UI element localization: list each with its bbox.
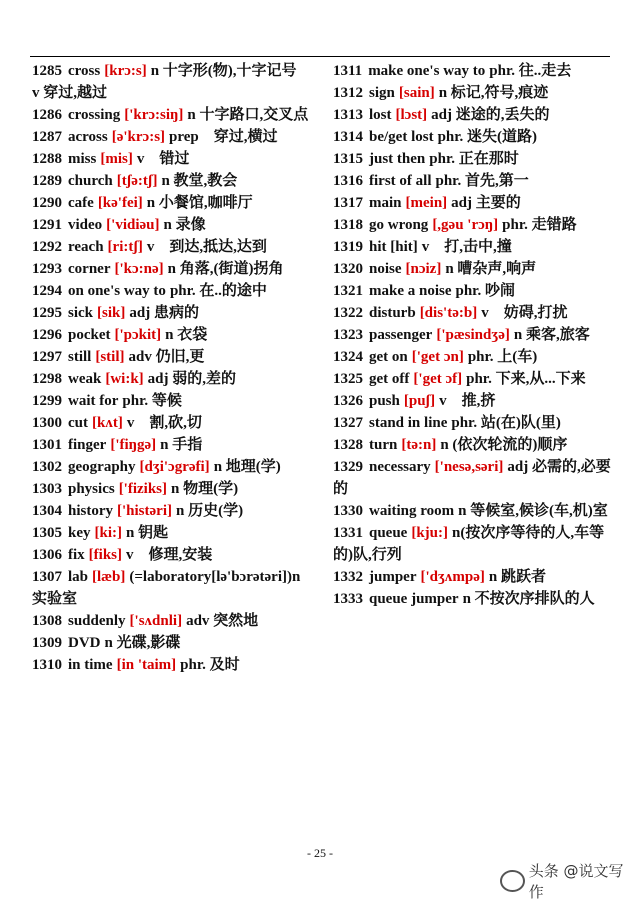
- vocab-entry: [333, 60, 617, 82]
- entry-phonetic: [puʃ]: [403, 393, 436, 409]
- entry-definition: n 手指: [160, 437, 203, 453]
- entry-number: 1304: [32, 503, 62, 519]
- entry-word: disturb: [369, 305, 416, 321]
- watermark: [500, 862, 632, 901]
- entry-number: 1309: [32, 635, 62, 651]
- vocab-entry: [32, 500, 316, 522]
- entry-phonetic: [,gəu 'rɔŋ]: [432, 217, 499, 233]
- entry-word: hit [hit]: [369, 239, 418, 255]
- vocab-entry: [32, 60, 316, 104]
- entry-phonetic: [stil]: [95, 349, 125, 365]
- vocab-entry: [32, 654, 316, 676]
- vocab-entry: [333, 390, 617, 412]
- entry-number: 1291: [32, 217, 62, 233]
- entry-definition: n 角落,(街道)拐角: [167, 261, 284, 277]
- vocab-entry: [333, 170, 617, 192]
- entry-definition: n 衣袋: [165, 327, 208, 343]
- entry-number: 1312: [333, 85, 363, 101]
- vocab-entry: [333, 302, 617, 324]
- entry-phonetic: ['pæsindʒə]: [436, 327, 510, 343]
- entry-number: 1321: [333, 283, 363, 299]
- entry-word: geography: [68, 459, 136, 475]
- entry-definition: v 妨碍,打扰: [481, 305, 568, 321]
- entry-word: cafe: [68, 195, 94, 211]
- entry-definition: v 打,击中,撞: [421, 239, 512, 255]
- entry-phonetic: ['dʒʌmpə]: [420, 569, 485, 585]
- vocab-entry: [333, 148, 617, 170]
- entry-number: 1323: [333, 327, 363, 343]
- entry-phonetic: [fiks]: [88, 547, 123, 563]
- entry-phonetic: [tʃə:tʃ]: [116, 173, 158, 189]
- entry-definition: n 乘客,旅客: [513, 327, 590, 343]
- vocab-entry: [32, 126, 316, 148]
- entry-number: 1330: [333, 503, 363, 519]
- entry-number: 1332: [333, 569, 363, 585]
- entry-phonetic: [mein]: [405, 195, 448, 211]
- entry-phonetic: [mis]: [100, 151, 133, 167]
- entry-word: waiting room: [369, 503, 455, 519]
- entry-phonetic: [tə:n]: [401, 437, 437, 453]
- entry-word: just then: [369, 151, 426, 167]
- entry-word: first of all: [369, 173, 432, 189]
- entry-word: be/get lost: [369, 129, 434, 145]
- vocab-entry: [32, 236, 316, 258]
- entry-number: 1293: [32, 261, 62, 277]
- entry-word: queue: [369, 525, 408, 541]
- entry-number: 1310: [32, 657, 62, 673]
- entry-word: key: [68, 525, 91, 541]
- entry-number: 1315: [333, 151, 363, 167]
- watermark-logo-icon: [500, 870, 525, 892]
- entry-word: physics: [68, 481, 115, 497]
- vocab-entry: [333, 82, 617, 104]
- entry-definition: adv 突然地: [186, 613, 259, 629]
- entry-word: necessary: [369, 459, 431, 475]
- entry-number: 1302: [32, 459, 62, 475]
- entry-definition: n 钥匙: [126, 525, 169, 541]
- entry-word: suddenly: [68, 613, 126, 629]
- entry-definition: adj 迷途的,丢失的: [431, 107, 550, 123]
- entry-definition: n 历史(学): [175, 503, 244, 519]
- vocab-entry: [32, 390, 316, 412]
- entry-phonetic: [sain]: [398, 85, 435, 101]
- entry-number: 1314: [333, 129, 363, 145]
- entry-definition: phr. 在..的途中: [169, 283, 267, 299]
- entry-definition: n 物理(学): [171, 481, 239, 497]
- entry-definition: v 修理,安装: [126, 547, 213, 563]
- entry-number: 1313: [333, 107, 363, 123]
- vocab-entry: [32, 258, 316, 280]
- entry-definition: n 十字路口,交叉点: [187, 107, 309, 123]
- entry-definition: n 录像: [163, 217, 206, 233]
- vocab-entry: [32, 544, 316, 566]
- vocab-entry: [32, 456, 316, 478]
- header-rule: [30, 56, 610, 57]
- entry-number: 1311: [333, 63, 363, 79]
- entry-definition: phr. 往..走去: [489, 63, 572, 79]
- vocab-entry: [333, 588, 617, 610]
- entry-number: 1286: [32, 107, 62, 123]
- left-column: [32, 60, 316, 676]
- vocab-entry: [32, 280, 316, 302]
- entry-word: lab: [68, 569, 89, 585]
- entry-number: 1326: [333, 393, 363, 409]
- entry-phonetic: ['fiŋgə]: [110, 437, 157, 453]
- vocab-entry: [333, 214, 617, 236]
- entry-number: 1295: [32, 305, 62, 321]
- entry-definition: phr. 吵闹: [455, 283, 515, 299]
- entry-word: lost: [369, 107, 392, 123]
- entry-number: 1298: [32, 371, 62, 387]
- entry-number: 1289: [32, 173, 62, 189]
- entry-number: 1328: [333, 437, 363, 453]
- vocab-entry: [333, 192, 617, 214]
- entry-definition: n (依次轮流的)顺序: [440, 437, 568, 453]
- entry-number: 1325: [333, 371, 363, 387]
- vocab-entry: [32, 170, 316, 192]
- vocab-entry: [32, 478, 316, 500]
- entry-phonetic: [nɔiz]: [405, 261, 442, 277]
- vocab-entry: [32, 192, 316, 214]
- entry-definition: prep 穿过,横过: [169, 129, 278, 145]
- entry-number: 1288: [32, 151, 62, 167]
- entry-phonetic: [in 'taim]: [116, 657, 177, 673]
- entry-word: get off: [369, 371, 410, 387]
- entry-definition: n 跳跃者: [488, 569, 546, 585]
- entry-word: get on: [369, 349, 408, 365]
- entry-definition: n 十字形(物),十字记号 v 穿过,越过: [32, 63, 312, 101]
- entry-definition: n 地理(学): [213, 459, 281, 475]
- entry-definition: adj 必需的,必要的: [333, 459, 611, 497]
- vocab-entry: [32, 302, 316, 324]
- vocab-entry: [32, 324, 316, 346]
- vocab-entry: [333, 434, 617, 456]
- entry-word: make a noise: [369, 283, 452, 299]
- entry-word: finger: [68, 437, 107, 453]
- entry-definition: v 推,挤: [439, 393, 496, 409]
- entry-definition: n 标记,符号,痕迹: [438, 85, 549, 101]
- entry-definition: adj 主要的: [451, 195, 521, 211]
- entry-phonetic: ['krɔ:siŋ]: [124, 107, 184, 123]
- vocab-entry: [333, 500, 617, 522]
- entry-number: 1333: [333, 591, 363, 607]
- entry-word: reach: [68, 239, 104, 255]
- entry-phonetic: [sik]: [97, 305, 126, 321]
- entry-number: 1294: [32, 283, 62, 299]
- entry-word: cut: [68, 415, 88, 431]
- entry-phonetic: ['sʌdnli]: [129, 613, 183, 629]
- entry-number: 1331: [333, 525, 363, 541]
- entry-number: 1329: [333, 459, 363, 475]
- vocab-entry: [32, 148, 316, 170]
- vocab-entry: [32, 566, 316, 610]
- entry-definition: phr. 迷失(道路): [437, 129, 538, 145]
- entry-word: queue jumper: [369, 591, 459, 607]
- entry-definition: phr. 及时: [180, 657, 240, 673]
- entry-definition: phr. 等候: [122, 393, 182, 409]
- entry-phonetic: [ri:tʃ]: [107, 239, 143, 255]
- vocab-entry: [333, 126, 617, 148]
- entry-number: 1318: [333, 217, 363, 233]
- entry-word: church: [68, 173, 113, 189]
- entry-phonetic: ['get ɔn]: [411, 349, 464, 365]
- entry-definition: v 错过: [136, 151, 190, 167]
- entry-definition: phr. 上(车): [467, 349, 538, 365]
- entry-number: 1317: [333, 195, 363, 211]
- entry-phonetic: ['nesə,səri]: [434, 459, 504, 475]
- entry-word: turn: [369, 437, 398, 453]
- entry-number: 1306: [32, 547, 62, 563]
- watermark-text: 头条 @说文写作: [528, 862, 624, 901]
- vocab-entry: [32, 368, 316, 390]
- entry-word: pocket: [68, 327, 111, 343]
- entry-number: 1297: [32, 349, 62, 365]
- entry-definition: adj 患病的: [129, 305, 199, 321]
- right-column: [333, 60, 617, 610]
- entry-definition: adj 弱的,差的: [147, 371, 237, 387]
- entry-phonetic: [dʒi'ɔgrəfi]: [139, 459, 210, 475]
- entry-definition: n 等候室,候诊(车,机)室: [458, 503, 608, 519]
- entry-phonetic: [dis'tə:b]: [419, 305, 478, 321]
- entry-phonetic: [kə'fei]: [97, 195, 143, 211]
- vocab-entry: [333, 566, 617, 588]
- entry-phonetic: ['kɔ:nə]: [114, 261, 164, 277]
- entry-definition: phr. 首先,第一: [435, 173, 529, 189]
- entry-word: jumper: [369, 569, 417, 585]
- entry-word: stand in line: [369, 415, 448, 431]
- entry-word: push: [369, 393, 400, 409]
- entry-number: 1290: [32, 195, 62, 211]
- entry-phonetic: ['get ɔf]: [413, 371, 463, 387]
- entry-word: video: [68, 217, 103, 233]
- vocab-entry: [32, 434, 316, 456]
- vocab-entry: [32, 214, 316, 236]
- entry-definition: phr. 下来,从...下来: [466, 371, 586, 387]
- entry-phonetic: ['histəri]: [117, 503, 172, 519]
- entry-word: sign: [369, 85, 395, 101]
- entry-definition: (=laboratory[lə'bɔrətəri])n 实验室: [32, 569, 301, 607]
- entry-definition: n 不按次序排队的人: [462, 591, 595, 607]
- entry-phonetic: [ki:]: [94, 525, 122, 541]
- entry-number: 1301: [32, 437, 62, 453]
- entry-word: main: [369, 195, 402, 211]
- entry-word: corner: [68, 261, 111, 277]
- entry-definition: n 教堂,教会: [161, 173, 238, 189]
- entry-word: crossing: [68, 107, 121, 123]
- entry-word: noise: [369, 261, 402, 277]
- entry-definition: v 到达,抵达,达到: [146, 239, 267, 255]
- entry-word: go wrong: [369, 217, 429, 233]
- vocab-entry: [32, 522, 316, 544]
- entry-number: 1299: [32, 393, 62, 409]
- entry-word: passenger: [369, 327, 433, 343]
- vocab-entry: [32, 346, 316, 368]
- vocab-entry: [32, 610, 316, 632]
- entry-phonetic: [lɔst]: [395, 107, 428, 123]
- entry-number: 1327: [333, 415, 363, 431]
- entry-word: wait for: [68, 393, 119, 409]
- page-number: - 25 -: [307, 846, 333, 860]
- entry-definition: n 小餐馆,咖啡厅: [146, 195, 253, 211]
- entry-number: 1296: [32, 327, 62, 343]
- entry-phonetic: [kʌt]: [92, 415, 123, 431]
- vocab-entry: [333, 522, 617, 566]
- entry-word: cross: [68, 63, 101, 79]
- vocab-entry: [333, 236, 617, 258]
- entry-definition: n 嘈杂声,响声: [445, 261, 537, 277]
- entry-number: 1300: [32, 415, 62, 431]
- vocab-entry: [32, 412, 316, 434]
- entry-definition: phr. 站(在)队(里): [451, 415, 561, 431]
- entry-definition: n(按次序等待的人,车等的)队,行列: [333, 525, 605, 563]
- vocab-entry: [333, 324, 617, 346]
- entry-number: 1307: [32, 569, 62, 585]
- entry-phonetic: [læb]: [92, 569, 126, 585]
- entry-number: 1308: [32, 613, 62, 629]
- entry-word: in time: [68, 657, 113, 673]
- vocab-entry: [333, 368, 617, 390]
- entry-number: 1305: [32, 525, 62, 541]
- vocab-entry: [32, 104, 316, 126]
- entry-definition: adv 仍旧,更: [128, 349, 205, 365]
- entry-word: make one's way to: [368, 63, 486, 79]
- vocab-entry: [333, 346, 617, 368]
- entry-phonetic: [kju:]: [411, 525, 449, 541]
- vocab-entry: [333, 412, 617, 434]
- entry-number: 1324: [333, 349, 363, 365]
- vocab-entry: [333, 280, 617, 302]
- entry-word: DVD: [68, 635, 101, 651]
- entry-number: 1287: [32, 129, 62, 145]
- entry-number: 1292: [32, 239, 62, 255]
- entry-phonetic: [ə'krɔ:s]: [111, 129, 166, 145]
- entry-word: weak: [68, 371, 102, 387]
- entry-number: 1303: [32, 481, 62, 497]
- entry-word: sick: [68, 305, 94, 321]
- entry-phonetic: ['fiziks]: [118, 481, 168, 497]
- entry-word: on one's way to: [68, 283, 166, 299]
- entry-number: 1316: [333, 173, 363, 189]
- entry-word: miss: [68, 151, 97, 167]
- entry-number: 1285: [32, 63, 62, 79]
- entry-phonetic: [wi:k]: [105, 371, 144, 387]
- entry-word: history: [68, 503, 113, 519]
- vocab-entry: [333, 456, 617, 500]
- entry-word: fix: [68, 547, 85, 563]
- entry-word: still: [68, 349, 92, 365]
- entry-number: 1322: [333, 305, 363, 321]
- vocab-entry: [333, 258, 617, 280]
- entry-number: 1320: [333, 261, 363, 277]
- entry-definition: phr. 走错路: [502, 217, 577, 233]
- entry-definition: n 光碟,影碟: [104, 635, 181, 651]
- vocab-entry: [32, 632, 316, 654]
- entry-number: 1319: [333, 239, 363, 255]
- entry-definition: v 割,砍,切: [126, 415, 202, 431]
- entry-phonetic: [krɔ:s]: [104, 63, 147, 79]
- entry-definition: phr. 正在那时: [429, 151, 519, 167]
- vocab-entry: [333, 104, 617, 126]
- entry-phonetic: ['pɔkit]: [114, 327, 162, 343]
- entry-phonetic: ['vidiəu]: [106, 217, 160, 233]
- entry-word: across: [68, 129, 108, 145]
